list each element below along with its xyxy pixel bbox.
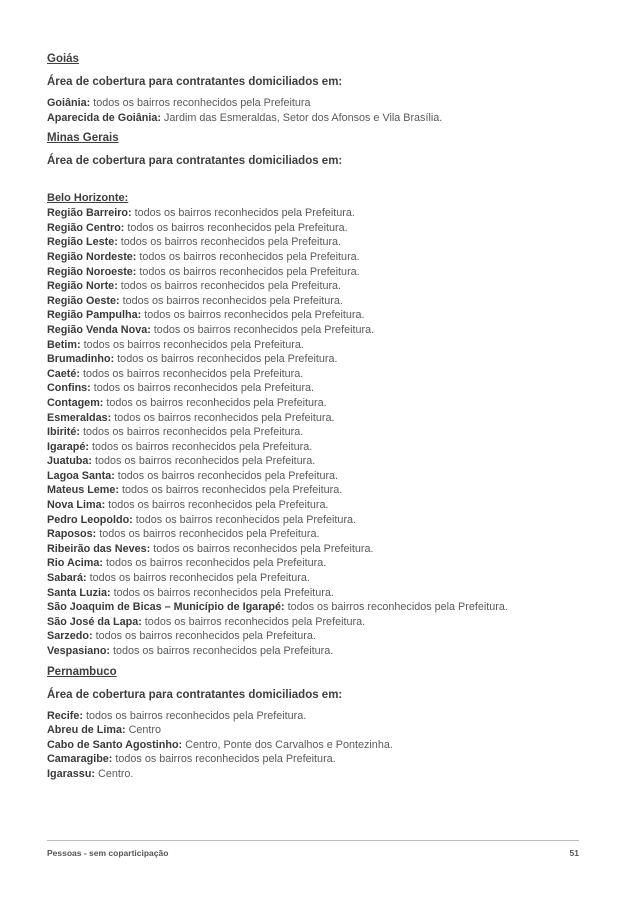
entry-desc: todos os bairros reconhecidos pela Prefeitura. [136,250,360,263]
entry-name: Região Norte: [47,280,118,293]
entry-desc: todos os bairros reconhecidos pela Prefeitura. [117,236,342,249]
state-heading-pernambuco: Pernambuco [47,665,117,678]
entry-desc: todos os bairros reconhecidos pela Prefeitura. [83,709,307,722]
entry-name: Ibirité: [47,426,80,439]
entry-desc: todos os bairros reconhecidos pela Prefeitura. [112,753,336,766]
entry-desc: todos os bairros reconhecidos pela Prefeitura. [80,426,304,439]
entry-name: Juatuba: [47,455,92,468]
entry-name: Camaragibe: [47,753,113,766]
entry-minas-24 [47,556,595,571]
entry-desc: todos os bairros reconhecidos pela Prefeitura. [117,280,342,293]
entry-desc: todos os bairros reconhecidos pela Prefeitura. [86,572,310,585]
entry-name: Pedro Leopoldo: [47,513,133,526]
entry-name: Região Barreiro: [47,207,132,220]
entry-minas-9 [47,338,595,353]
entry-desc: todos os bairros reconhecidos pela Prefeitura. [110,645,334,657]
entry-minas-27 [47,600,595,615]
entry-name: Aparecida de Goiânia: [47,111,161,124]
entry-minas-21 [47,513,595,528]
entry-minas-10 [47,352,595,367]
entry-list-pernambuco [47,709,595,782]
entry-name: São Joaquim de Bicas – Município de Igarapé: [47,601,285,614]
entry-desc: todos os bairros reconhecidos pela Prefeitura. [105,499,329,512]
entry-desc: todos os bairros reconhecidos pela Prefeitura. [119,484,343,497]
entry-desc: todos os bairros reconhecidos pela Prefeitura. [80,338,304,351]
entry-desc: todos os bairros reconhecidos pela Prefeitura. [80,367,304,380]
entry-desc: todos os bairros reconhecidos pela Prefeitura. [150,542,374,555]
entry-desc: todos os bairros reconhecidos pela Prefeitura. [96,528,320,541]
entry-name: Vespasiano: [47,645,111,657]
entry-pernambuco-2 [47,738,595,753]
entry-name: Igarapé: [47,440,90,453]
entry-minas-19 [47,483,595,498]
entry-pernambuco-0 [47,709,595,724]
entry-desc: todos os bairros reconhecidos pela Prefeitura. [132,513,357,526]
entry-desc: todos os bairros reconhecidos pela Prefeitura. [131,207,355,220]
entry-desc: todos os bairros reconhecidos pela Prefeitura. [141,615,366,628]
entry-minas-0 [47,206,595,221]
entry-name: Santa Luzia: [47,586,111,599]
entry-desc: Centro [125,724,161,737]
entry-name: Sabará: [47,572,87,585]
entry-desc: todos os bairros reconhecidos pela Prefeitura. [89,440,313,453]
entry-desc: todos os bairros reconhecidos pela Prefeitura. [103,557,327,570]
entry-desc: Centro. [95,767,134,780]
coverage-heading-goias: Área de cobertura para contratantes domiciliados em: [47,76,343,88]
document-page [47,52,595,788]
entry-minas-5 [47,279,595,294]
entry-name: Região Noroeste: [47,265,137,278]
entry-minas-30 [47,644,595,659]
entry-desc: Centro, Ponte dos Carvalhos e Pontezinha. [182,738,393,751]
entry-desc: todos os bairros reconhecidos pela Prefeitura. [92,455,316,468]
page-number: 51 [569,848,579,858]
entry-desc: todos os bairros reconhecidos pela Prefeitura. [111,411,335,424]
entry-desc: todos os bairros reconhecidos pela Prefeitura. [90,382,315,395]
entry-name: Região Leste: [47,236,118,249]
entry-minas-26 [47,586,595,601]
entry-name: Região Pampulha: [47,309,142,322]
entry-minas-8 [47,323,595,338]
entry-name: São José da Lapa: [47,615,142,628]
entry-name: Região Nordeste: [47,250,137,263]
entry-desc: todos os bairros reconhecidos pela Prefeitura. [92,630,316,643]
entry-minas-22 [47,527,595,542]
page-footer [47,840,579,858]
entry-name: Igarassu: [47,767,96,780]
entry-desc: todos os bairros reconhecidos pela Prefeitura. [119,294,343,307]
entry-name: Lagoa Santa: [47,469,115,482]
entry-minas-12 [47,381,595,396]
entry-desc: todos os bairros reconhecidos pela Prefeitura. [136,265,360,278]
entry-name: Goiânia: [47,97,91,109]
entry-minas-6 [47,294,595,309]
entry-name: Brumadinho: [47,353,115,366]
spacer [47,175,595,183]
entry-minas-11 [47,367,595,382]
entry-name: Esmeraldas: [47,411,112,424]
entry-minas-1 [47,221,595,236]
entry-desc: todos os bairros reconhecidos pela Prefeitura. [103,396,327,409]
entry-list-minas-gerais [47,206,595,658]
city-heading-belo-horizonte: Belo Horizonte: [47,192,129,205]
entry-minas-25 [47,571,595,586]
entry-desc: todos os bairros reconhecidos pela Prefeitura. [150,323,375,336]
entry-minas-29 [47,629,595,644]
entry-name: Rio Acima: [47,557,103,570]
entry-name: Mateus Leme: [47,484,119,497]
entry-name: Abreu de Lima: [47,724,126,737]
entry-name: Caeté: [47,367,81,380]
entry-list-goias [47,96,595,125]
entry-name: Contagem: [47,396,104,409]
state-heading-minas-gerais: Minas Gerais [47,132,119,145]
entry-minas-16 [47,440,595,455]
entry-desc: todos os bairros reconhecidos pela Prefeitura. [114,469,339,482]
entry-minas-2 [47,235,595,250]
entry-name: Região Oeste: [47,294,120,307]
entry-minas-3 [47,250,595,265]
state-heading-goias: Goiás [47,53,79,65]
entry-name: Região Venda Nova: [47,323,151,336]
entry-desc: todos os bairros reconhecidos pela Prefeitura [90,97,311,109]
entry-minas-18 [47,469,595,484]
coverage-heading-pernambuco: Área de cobertura para contratantes domiciliados em: [47,688,343,701]
entry-minas-4 [47,265,595,280]
entry-minas-14 [47,411,595,426]
entry-minas-7 [47,308,595,323]
entry-minas-28 [47,615,595,630]
entry-desc: todos os bairros reconhecidos pela Prefeitura. [141,309,365,322]
entry-desc: todos os bairros reconhecidos pela Prefeitura. [284,601,508,614]
coverage-heading-minas-gerais: Área de cobertura para contratantes domiciliados em: [47,155,343,168]
entry-name: Região Centro: [47,221,125,234]
entry-name: Cabo de Santo Agostinho: [47,738,183,751]
entry-name: Ribeirão das Neves: [47,542,151,555]
entry-pernambuco-3 [47,752,595,767]
entry-name: Sarzedo: [47,630,93,643]
entry-minas-17 [47,454,595,469]
entry-desc: todos os bairros reconhecidos pela Prefeitura. [114,353,338,366]
entry-name: Betim: [47,338,81,351]
entry-minas-23 [47,542,595,557]
entry-minas-15 [47,425,595,440]
entry-name: Confins: [47,382,91,395]
entry-pernambuco-1 [47,723,595,738]
entry-goias-1 [47,111,595,126]
entry-name: Recife: [47,709,84,722]
entry-goias-0 [47,96,595,111]
entry-minas-13 [47,396,595,411]
entry-name: Nova Lima: [47,499,106,512]
entry-pernambuco-4 [47,767,595,782]
footer-label: Pessoas - sem coparticipação [47,848,169,858]
entry-desc: Jardim das Esmeraldas, Setor dos Afonsos e Vila Brasília. [161,111,443,124]
entry-name: Raposos: [47,528,97,541]
entry-minas-20 [47,498,595,513]
entry-desc: todos os bairros reconhecidos pela Prefeitura. [124,221,348,234]
entry-desc: todos os bairros reconhecidos pela Prefeitura. [110,586,334,599]
